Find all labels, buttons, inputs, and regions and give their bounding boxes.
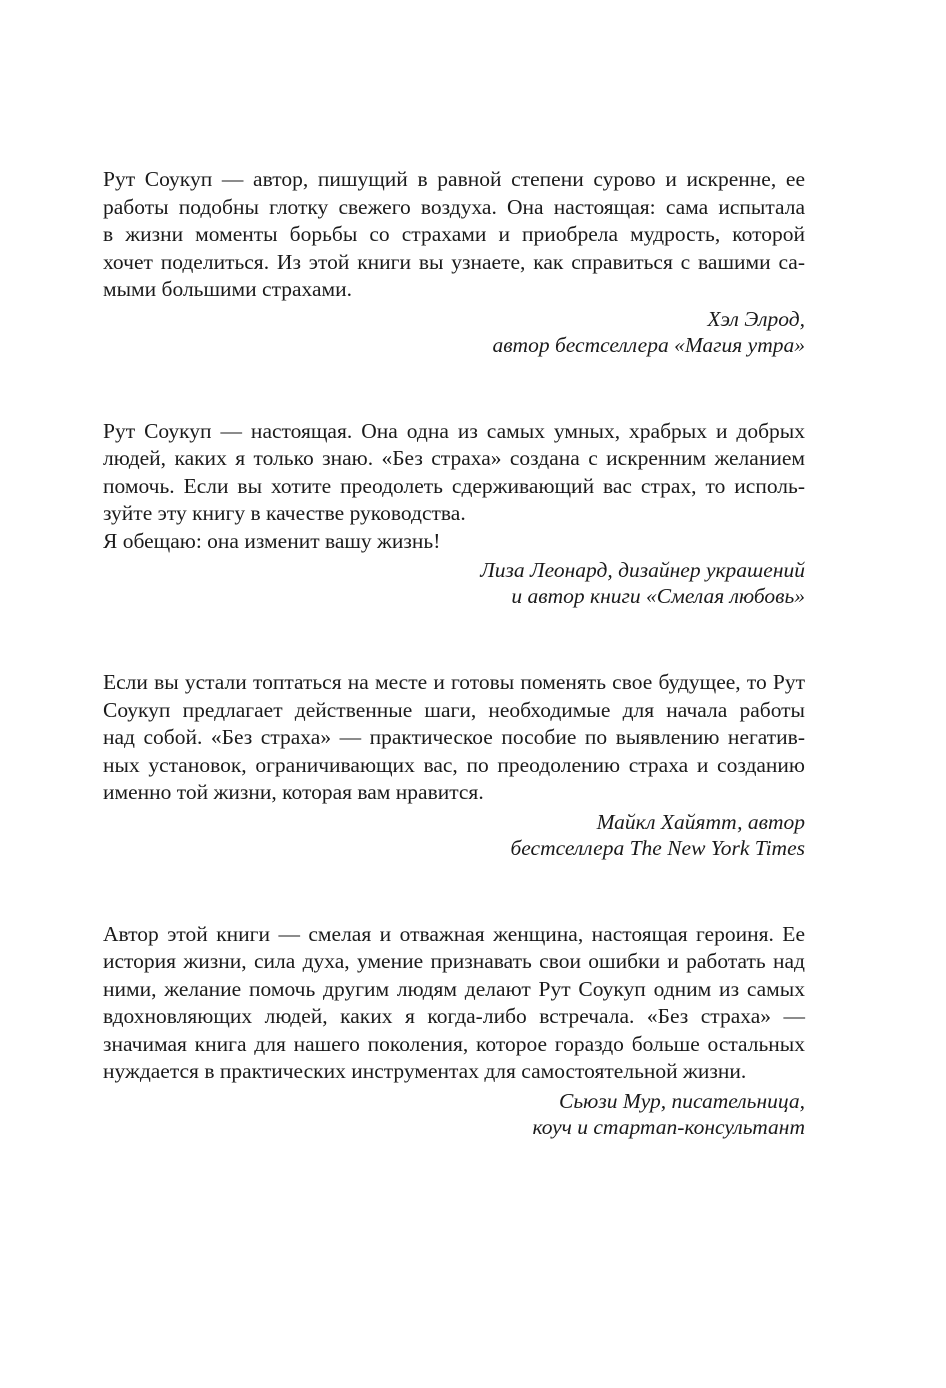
quote-text [103, 166, 805, 304]
attribution-line: Лиза Леонард, дизайнер украшений [480, 558, 805, 582]
attribution-line: Майкл Хайятт, автор [596, 809, 805, 834]
quote-line: хочет поделиться. Из этой книги вы узнаете, как справиться с вашими са- [103, 249, 805, 274]
quote-line: зуйте эту книгу в качестве руководства. [103, 501, 466, 525]
quote-attribution [103, 306, 805, 358]
quote-attribution [103, 557, 805, 609]
quote-text [103, 921, 805, 1086]
quote-line: Рут Соукуп — автор, пишущий в равной степени сурово и искренне, ее [103, 167, 805, 191]
quote-line: значимая книга для нашего поколения, которое гораздо больше остальных [103, 1031, 805, 1056]
quote-line: нуждается в практических инструментах для самостоятельной жизни. [103, 1059, 747, 1083]
quote-line: Я обещаю: она изменит вашу жизнь! [103, 528, 441, 553]
quote-line: именно той жизни, которая вам нравится. [103, 780, 484, 804]
attribution-line: Сьюзи Мур, писательница, [559, 1088, 805, 1113]
attribution-line: коуч и стартап-консультант [532, 1114, 805, 1139]
quote-line: Если вы устали топтаться на месте и готовы поменять свое будущее, то Рут [103, 670, 805, 694]
attribution-line: бестселлера The New York Times [510, 835, 805, 860]
quote-block-3 [103, 669, 805, 861]
quote-line: ними, желание помочь другим людям делают Рут Соукуп одним из самых [103, 976, 805, 1001]
quote-text [103, 669, 805, 807]
attribution-line: Хэл Элрод, [707, 306, 805, 331]
quote-block-4 [103, 921, 805, 1140]
attribution-line: и автор книги «Смелая любовь» [511, 584, 805, 608]
quote-line: Рут Соукуп — настоящая. Она одна из самых умных, храбрых и добрых [103, 418, 805, 443]
quote-attribution [103, 809, 805, 861]
quote-line: ных установок, ограничивающих вас, по преодолению страха и созданию [103, 752, 805, 777]
quote-line: история жизни, сила духа, умение признавать свои ошибки и работать над [103, 949, 805, 973]
quote-line: мыми большими страхами. [103, 277, 353, 301]
quote-line: Автор этой книги — смелая и отважная женщина, настоящая героиня. Ее [103, 921, 805, 946]
quote-line: помочь. Если вы хотите преодолеть сдерживающий вас страх, то исполь- [103, 473, 805, 498]
quote-line: работы подобны глотку свежего воздуха. Она настоящая: сама испытала [103, 194, 805, 219]
quote-line: Соукуп предлагает действенные шаги, необходимые для начала работы [103, 697, 805, 722]
quote-attribution [103, 1088, 805, 1140]
quote-block-1 [103, 166, 805, 358]
quote-block-2 [103, 418, 805, 610]
quote-line: вдохновляющих людей, каких я когда-либо встречала. «Без страха» — [103, 1004, 805, 1028]
quote-line: над собой. «Без страха» — практическое пособие по выявлению негатив- [103, 725, 805, 749]
quote-line: в жизни моменты борьбы со страхами и приобрела мудрость, которой [103, 222, 805, 246]
attribution-line: автор бестселлера «Магия утра» [492, 332, 805, 357]
quote-text [103, 418, 805, 556]
book-page [103, 166, 805, 1200]
quote-line: людей, каких я только знаю. «Без страха» создана с искренним желанием [103, 446, 805, 470]
